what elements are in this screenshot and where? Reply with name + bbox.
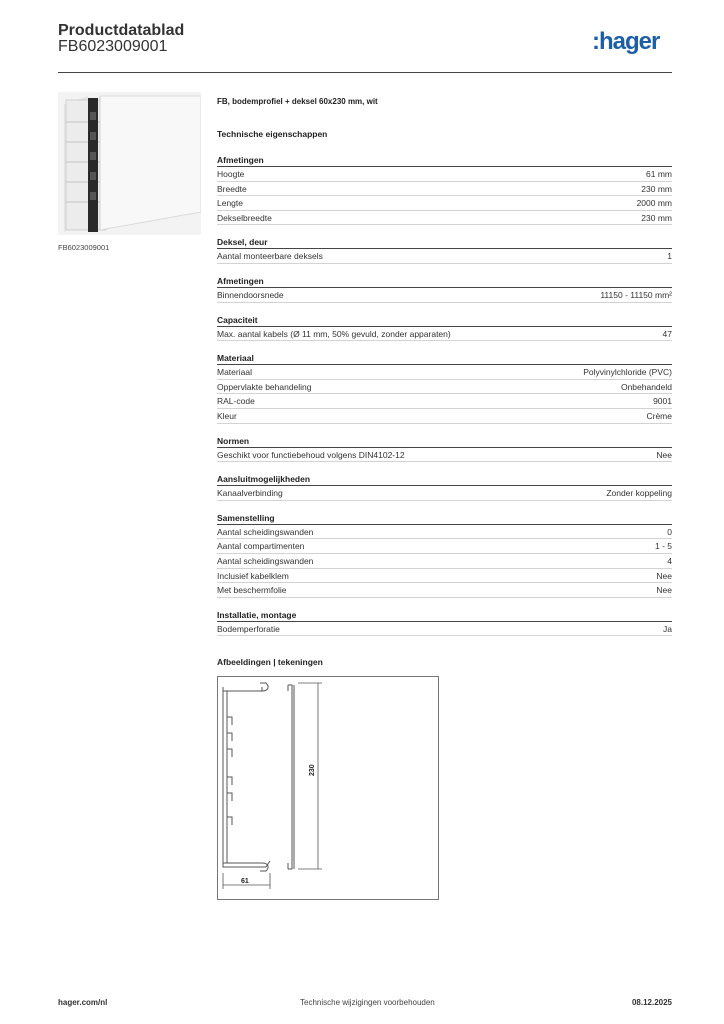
spec-row (217, 525, 672, 540)
spec-value: Nee (656, 585, 672, 596)
spec-row (217, 583, 672, 598)
spec-label: Breedte (217, 183, 247, 194)
spec-label: Lengte (217, 198, 243, 209)
spec-label: Bodemperforatie (217, 623, 280, 634)
spec-label: Kleur (217, 410, 237, 421)
spec-group (217, 472, 672, 501)
product-code: FB6023009001 (58, 38, 168, 55)
spec-label: RAL-code (217, 396, 255, 407)
spec-label: Geschikt voor functiebehoud volgens DIN4102-12 (217, 449, 405, 460)
technical-drawing (217, 676, 439, 900)
spec-row (217, 539, 672, 554)
spec-label: Oppervlakte behandeling (217, 381, 312, 392)
spec-value: 1 - 5 (654, 541, 672, 552)
spec-group-title: Deksel, deur (217, 235, 672, 249)
specifications (217, 97, 672, 646)
spec-row (217, 182, 672, 197)
footer-website: hager.com/nl (58, 998, 108, 1007)
spec-value: 47 (662, 328, 672, 339)
spec-value: 2000 mm (636, 198, 672, 209)
tech-heading: Technische eigenschappen (217, 129, 328, 139)
spec-label: Dekselbreedte (217, 212, 272, 223)
spec-label: Inclusief kabelklem (217, 570, 289, 581)
spec-value: 9001 (653, 396, 672, 407)
header-divider (58, 72, 672, 73)
spec-value: Zonder koppeling (606, 488, 672, 499)
image-caption: FB6023009001 (58, 243, 110, 252)
height-dimension-label: 230 (309, 764, 316, 776)
product-image (58, 92, 201, 235)
footer-date: 08.12.2025 (631, 998, 672, 1007)
spec-row (217, 196, 672, 211)
spec-row (217, 569, 672, 584)
spec-label: Max. aantal kabels (Ø 11 mm, 50% gevuld, zonder apparaten) (217, 328, 451, 339)
spec-label: Binnendoorsnede (217, 289, 284, 300)
spec-value: Nee (656, 570, 672, 581)
product-name: FB, bodemprofiel + deksel 60x230 mm, wit (217, 97, 378, 106)
spec-group (217, 608, 672, 637)
spec-label: Aantal compartimenten (217, 541, 305, 552)
spec-value: Crème (646, 410, 672, 421)
spec-row (217, 327, 672, 342)
spec-row (217, 554, 672, 569)
spec-value: 0 (667, 526, 672, 537)
spec-label: Kanaalverbinding (217, 488, 283, 499)
spec-groups (217, 153, 672, 636)
spec-group-title: Normen (217, 434, 672, 448)
spec-group-title: Materiaal (217, 351, 672, 365)
spec-row (217, 288, 672, 303)
spec-group-title: Installatie, montage (217, 608, 672, 622)
spec-group (217, 511, 672, 598)
spec-label: Aantal scheidingswanden (217, 526, 314, 537)
spec-label: Aantal monteerbare deksels (217, 251, 323, 262)
spec-group (217, 313, 672, 342)
spec-row (217, 486, 672, 501)
spec-value: 4 (667, 555, 672, 566)
spec-value: Polyvinylchloride (PVC) (583, 367, 672, 378)
spec-row (217, 167, 672, 182)
spec-row (217, 365, 672, 380)
spec-group (217, 274, 672, 303)
spec-group-title: Samenstelling (217, 511, 672, 525)
spec-group (217, 235, 672, 264)
spec-group (217, 153, 672, 225)
spec-row (217, 249, 672, 264)
spec-label: Hoogte (217, 169, 245, 179)
spec-group-title: Capaciteit (217, 313, 672, 327)
spec-label: Materiaal (217, 367, 252, 378)
spec-group-title: Afmetingen (217, 153, 672, 167)
footer-disclaimer: Technische wijzigingen voorbehouden (300, 998, 435, 1007)
spec-row (217, 211, 672, 226)
width-dimension-label: 61 (241, 878, 249, 885)
spec-value: 230 mm (641, 183, 672, 194)
spec-value: 1 (667, 251, 672, 262)
spec-row (217, 380, 672, 395)
spec-value: 11150 - 11150 mm² (600, 289, 672, 300)
spec-value: 230 mm (641, 212, 672, 223)
spec-label: Aantal scheidingswanden (217, 555, 314, 566)
spec-row (217, 448, 672, 463)
spec-row (217, 622, 672, 637)
hager-logo: :hager (592, 28, 660, 55)
spec-value: Onbehandeld (620, 381, 672, 392)
spec-group-title: Aansluitmogelijkheden (217, 472, 672, 486)
spec-value: 61 mm (646, 169, 672, 179)
spec-value: Ja (663, 623, 672, 634)
spec-label: Met beschermfolie (217, 585, 287, 596)
spec-row (217, 409, 672, 424)
spec-group (217, 351, 672, 423)
spec-row (217, 394, 672, 409)
spec-value: Nee (656, 449, 672, 460)
page-title: Productdatablad (58, 22, 185, 39)
drawings-heading: Afbeeldingen | tekeningen (217, 657, 323, 667)
spec-group-title: Afmetingen (217, 274, 672, 288)
spec-group (217, 434, 672, 463)
